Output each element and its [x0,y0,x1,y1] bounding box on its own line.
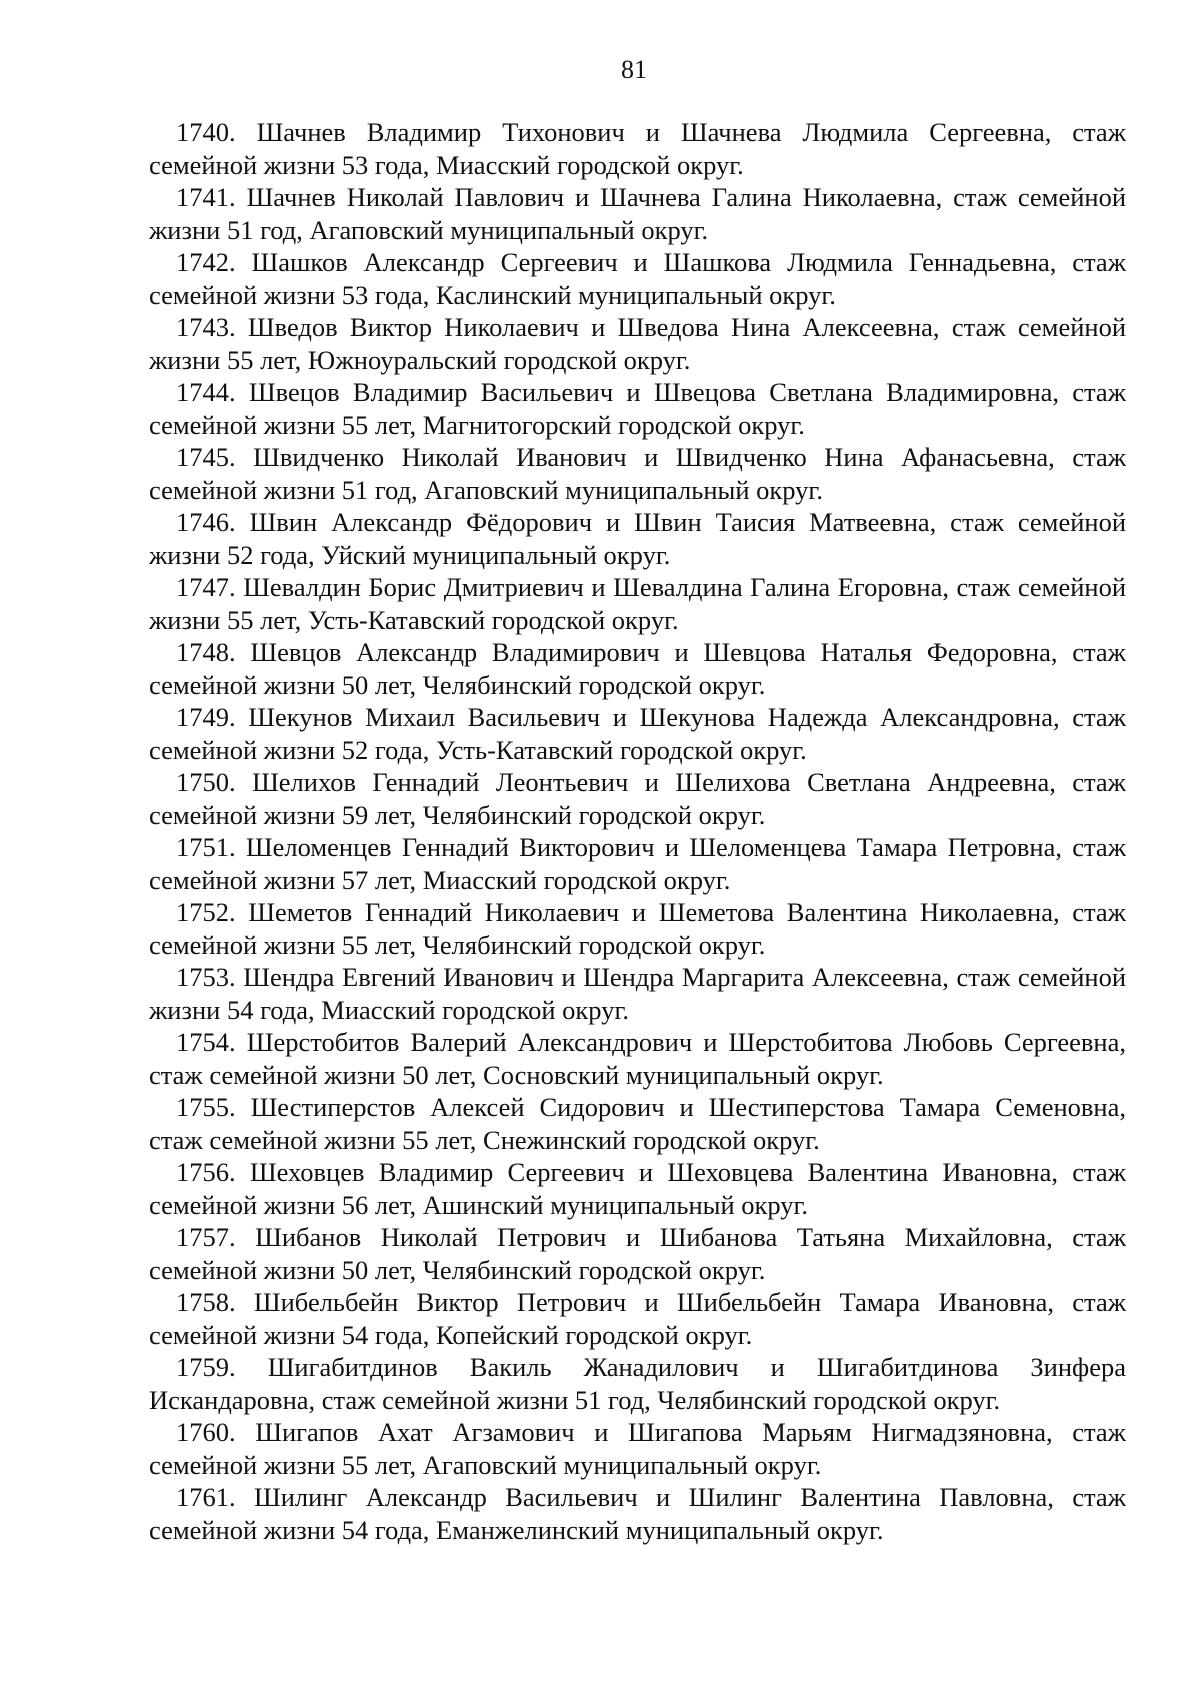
entry-text: Шибанов Николай Петрович и Шибанова Татьяна Михайловна, стаж семейной жизни 50 лет, Челябинский городской округ. [149,1222,1126,1285]
entry-number: 1755. [176,1092,236,1122]
list-item [149,896,1126,961]
list-item [149,571,1126,636]
entry-number: 1743. [176,312,236,342]
entry-text: Шеховцев Владимир Сергеевич и Шеховцева Валентина Ивановна, стаж семейной жизни 56 лет, Ашинский муниципальный округ. [149,1157,1126,1220]
list-item [149,311,1126,376]
entry-text: Шерстобитов Валерий Александрович и Шерстобитова Любовь Сергеевна, стаж семейной жизни 50 лет, Сосновский муниципальный округ. [149,1027,1126,1090]
list-item [149,1156,1126,1221]
list-item [149,766,1126,831]
list-item [149,701,1126,766]
list-item [149,1221,1126,1286]
list-item [149,116,1126,181]
entry-text: Шекунов Михаил Васильевич и Шекунова Надежда Александровна, стаж семейной жизни 52 года, Усть-Катавский городской округ. [149,702,1126,765]
entry-text: Швин Александр Фёдорович и Швин Таисия Матвеевна, стаж семейной жизни 52 года, Уйский муниципальный округ. [149,507,1126,570]
list-item [149,1286,1126,1351]
entry-text: Шигабитдинов Вакиль Жанадилович и Шигабитдинова Зинфера Искандаровна, стаж семейной жизни 51 год, Челябинский городской округ. [149,1352,1126,1415]
list-item [149,246,1126,311]
entry-number: 1757. [176,1222,236,1252]
entry-number: 1750. [176,767,236,797]
list-item [149,506,1126,571]
entry-number: 1761. [176,1482,236,1512]
entry-number: 1751. [176,832,236,862]
entry-number: 1753. [176,962,236,992]
entry-number: 1754. [176,1027,236,1057]
entry-text: Шестиперстов Алексей Сидорович и Шестиперстова Тамара Семеновна, стаж семейной жизни 55 лет, Снежинский городской округ. [149,1092,1126,1155]
entry-number: 1745. [176,442,236,472]
entry-text: Шеметов Геннадий Николаевич и Шеметова Валентина Николаевна, стаж семейной жизни 55 лет, Челябинский городской округ. [149,897,1126,960]
entry-text: Шендра Евгений Иванович и Шендра Маргарита Алексеевна, стаж семейной жизни 54 года, Миасский городской округ. [149,962,1126,1025]
entry-text: Шилинг Александр Васильевич и Шилинг Валентина Павловна, стаж семейной жизни 54 года, Еманжелинский муниципальный округ. [149,1482,1126,1545]
entry-text: Шелихов Геннадий Леонтьевич и Шелихова Светлана Андреевна, стаж семейной жизни 59 лет, Челябинский городской округ. [149,767,1126,830]
entry-text: Шачнев Владимир Тихонович и Шачнева Людмила Сергеевна, стаж семейной жизни 53 года, Миасский городской округ. [149,117,1126,180]
page-number: 81 [621,55,647,84]
entry-number: 1752. [176,897,236,927]
list-item [149,441,1126,506]
list-item [149,376,1126,441]
entry-text: Шевцов Александр Владимирович и Шевцова Наталья Федоровна, стаж семейной жизни 50 лет, Челябинский городской округ. [149,637,1126,700]
list-item [149,181,1126,246]
entry-number: 1758. [176,1287,236,1317]
entry-number: 1747. [176,572,236,602]
entry-text: Шеломенцев Геннадий Викторович и Шеломенцева Тамара Петровна, стаж семейной жизни 57 лет, Миасский городской округ. [149,832,1126,895]
entry-number: 1760. [176,1417,236,1447]
entry-text: Шибельбейн Виктор Петрович и Шибельбейн Тамара Ивановна, стаж семейной жизни 54 года, Копейский городской округ. [149,1287,1126,1350]
list-item [149,831,1126,896]
entry-list [149,116,1126,1546]
list-item [149,1026,1126,1091]
entry-number: 1748. [176,637,236,667]
entry-text: Шведов Виктор Николаевич и Шведова Нина Алексеевна, стаж семейной жизни 55 лет, Южноуральский городской округ. [149,312,1126,375]
entry-text: Швидченко Николай Иванович и Швидченко Нина Афанасьевна, стаж семейной жизни 51 год, Агаповский муниципальный округ. [149,442,1126,505]
entry-text: Шевалдин Борис Дмитриевич и Шевалдина Галина Егоровна, стаж семейной жизни 55 лет, Усть-Катавский городской округ. [149,572,1126,635]
entry-text: Швецов Владимир Васильевич и Швецова Светлана Владимировна, стаж семейной жизни 55 лет, Магнитогорский городской округ. [149,377,1126,440]
list-item [149,1481,1126,1546]
list-item [149,961,1126,1026]
entry-number: 1749. [176,702,236,732]
entry-number: 1756. [176,1157,236,1187]
entry-number: 1759. [176,1352,236,1382]
entry-number: 1740. [176,117,236,147]
entry-text: Шачнев Николай Павлович и Шачнева Галина Николаевна, стаж семейной жизни 51 год, Агаповский муниципальный округ. [149,182,1126,245]
entry-number: 1741. [176,182,236,212]
entry-number: 1744. [176,377,236,407]
list-item [149,1416,1126,1481]
entry-number: 1742. [176,247,236,277]
list-item [149,636,1126,701]
entry-text: Шашков Александр Сергеевич и Шашкова Людмила Геннадьевна, стаж семейной жизни 53 года, Каслинский муниципальный округ. [149,247,1126,310]
entry-number: 1746. [176,507,236,537]
list-item [149,1091,1126,1156]
entry-text: Шигапов Ахат Агзамович и Шигапова Марьям Нигмадзяновна, стаж семейной жизни 55 лет, Агаповский муниципальный округ. [149,1417,1126,1480]
list-item [149,1351,1126,1416]
